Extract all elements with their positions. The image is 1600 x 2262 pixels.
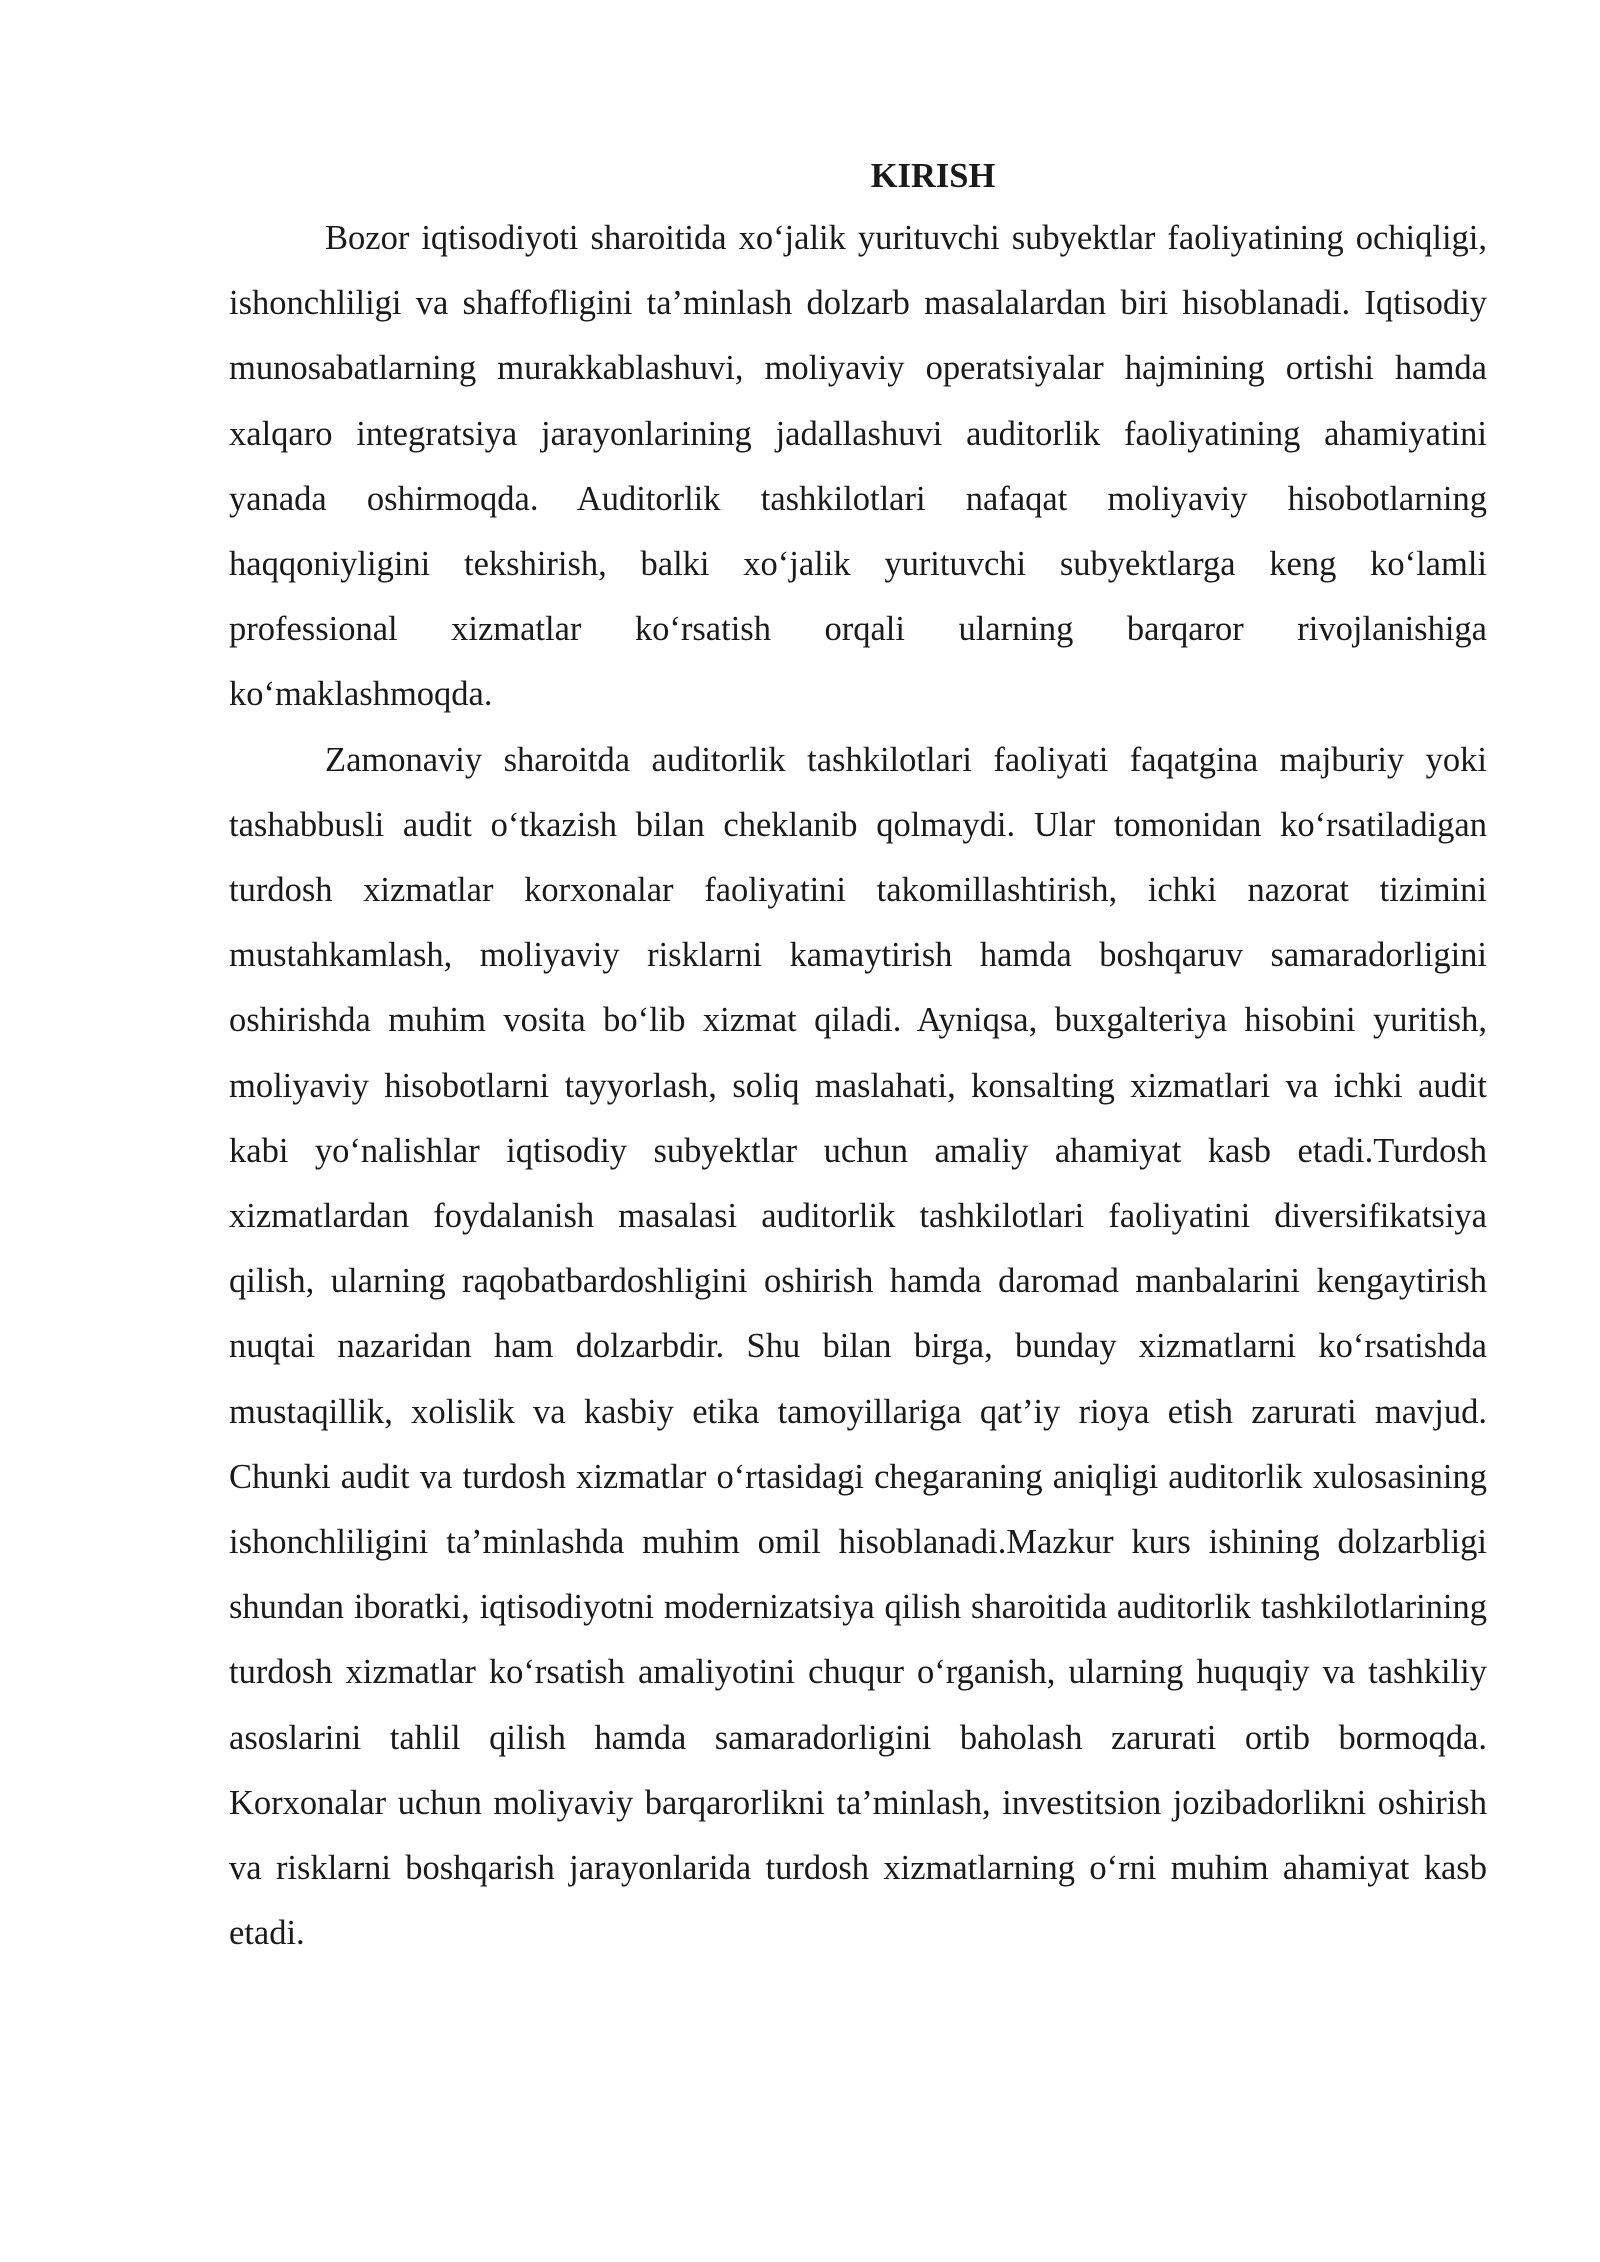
paragraph-1: Bozor iqtisodiyoti sharoitida xo‘jalik yurituvchi subyektlar faoliyatining ochiqligi, ishonchliligi va shaffofligini ta’minlash dolzarb masalalardan biri hisoblanadi. Iqtisodiy munosabatlarning murakkablashuvi, moliyaviy operatsiyalar hajmining ortishi hamda xalqaro integratsiya jarayonlarining jadallashuvi auditorlik faoliyatining ahamiyatini yanada oshirmoqda. Auditorlik tashkilotlari nafaqat moliyaviy hisobotlarning haqqoniyligini tekshirish, balki xo‘jalik yurituvchi subyektlarga keng ko‘lamli professional xizmatlar ko‘rsatish orqali ularning barqaror rivojlanishiga ko‘maklashmoqda. [229, 219, 1487, 714]
document-body [229, 146, 1487, 1966]
paragraph-2: Zamonaviy sharoitda auditorlik tashkilotlari faoliyati faqatgina majburiy yoki tashabbusli audit o‘tkazish bilan cheklanib qolmaydi. Ular tomonidan ko‘rsatiladigan turdosh xizmatlar korxonalar faoliyatini takomillashtirish, ichki nazorat tizimini mustahkamlash, moliyaviy risklarni kamaytirish hamda boshqaruv samaradorligini oshirishda muhim vosita bo‘lib xizmat qiladi. Ayniqsa, buxgalteriya hisobini yuritish, moliyaviy hisobotlarni tayyorlash, soliq maslahati, konsalting xizmatlari va ichki audit kabi yo‘nalishlar iqtisodiy subyektlar uchun amaliy ahamiyat kasb etadi.Turdosh xizmatlardan foydalanish masalasi auditorlik tashkilotlari faoliyatini diversifikatsiya qilish, ularning raqobatbardoshligini oshirish hamda daromad manbalarini kengaytirish nuqtai nazaridan ham dolzarbdir. Shu bilan birga, bunday xizmatlarni ko‘rsatishda mustaqillik, xolislik va kasbiy etika tamoyillariga qat’iy rioya etish zarurati mavjud. Chunki audit va turdosh xizmatlar o‘rtasidagi chegaraning aniqligi auditorlik xulosasining ishonchliligini ta’minlashda muhim omil hisoblanadi.Mazkur kurs ishining dolzarbligi shundan iboratki, iqtisodiyotni modernizatsiya qilish sharoitida auditorlik tashkilotlarining turdosh xizmatlar ko‘rsatish amaliyotini chuqur o‘rganish, ularning huquqiy va tashkiliy asoslarini tahlil qilish hamda samaradorligini baholash zarurati ortib bormoqda. Korxonalar uchun moliyaviy barqarorlikni ta’minlash, investitsion jozibadorlikni oshirish va risklarni boshqarish jarayonlarida turdosh xizmatlarning o‘rni muhim ahamiyat kasb etadi. [229, 740, 1487, 1953]
page-title: KIRISH [870, 157, 996, 195]
